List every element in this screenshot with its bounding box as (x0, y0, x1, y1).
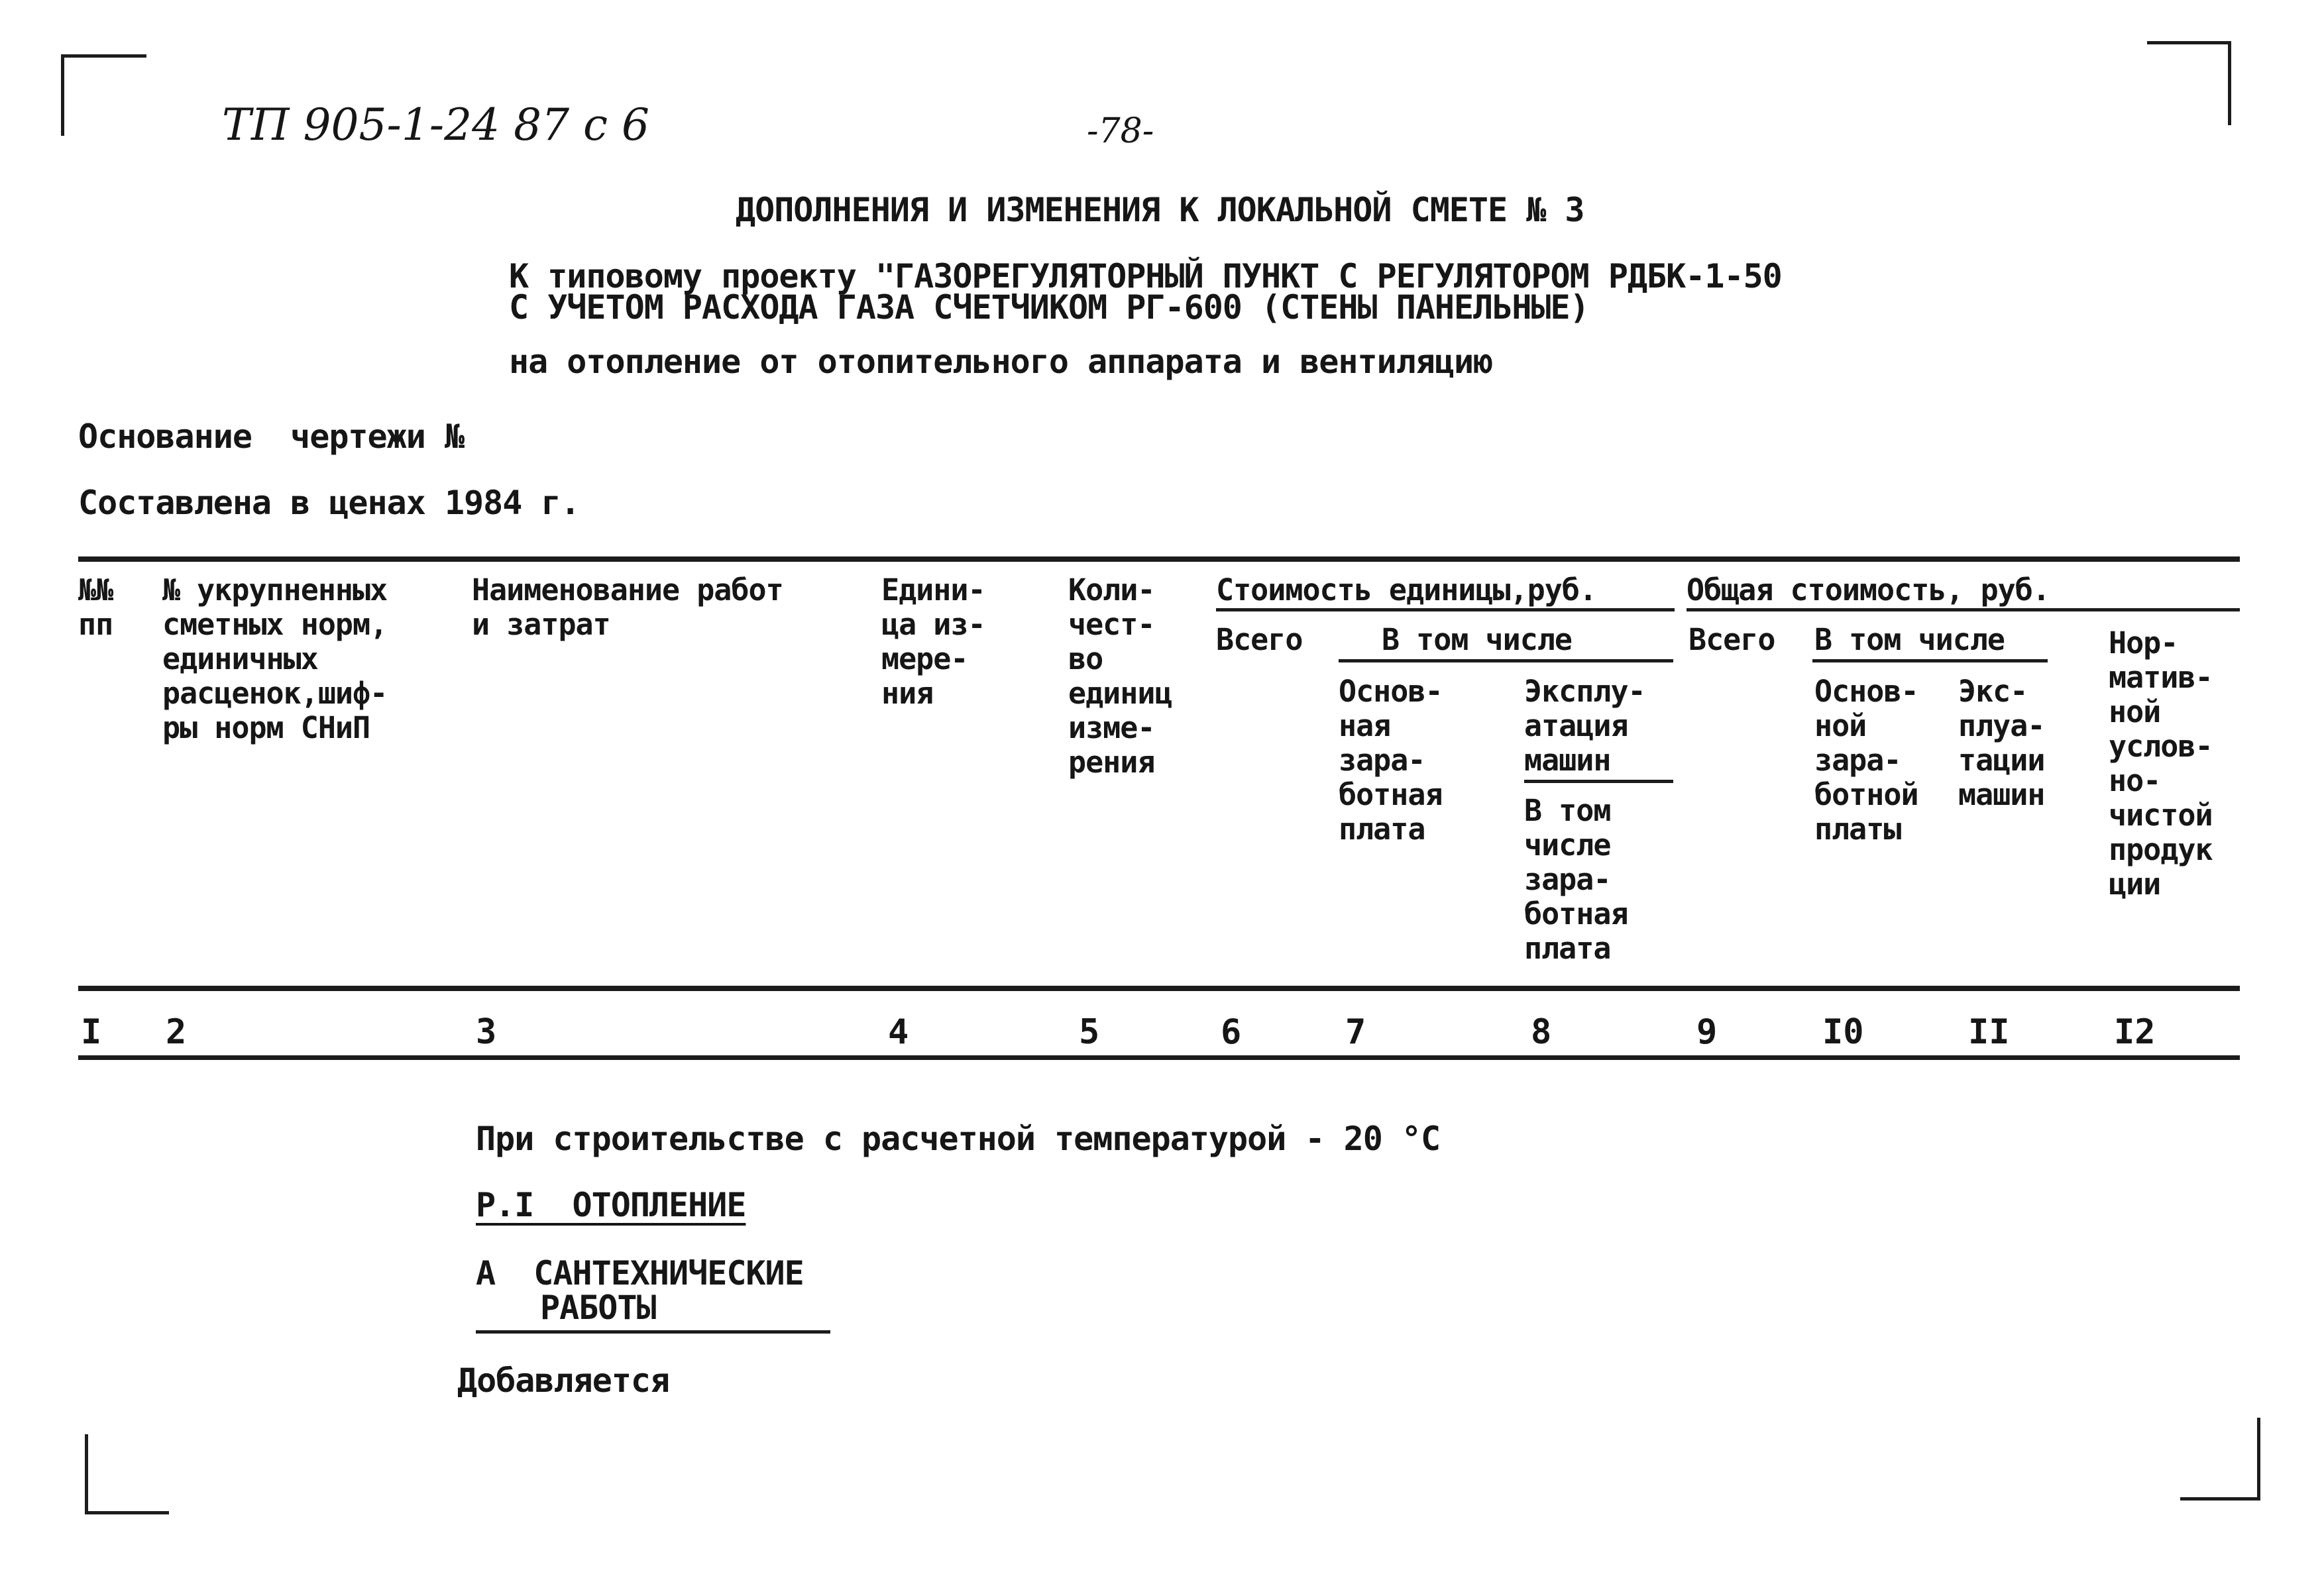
added-label: Добавляется (457, 1361, 670, 1400)
corner-mark-top-left (61, 54, 146, 136)
corner-mark-bottom-left (85, 1434, 169, 1514)
header-v-tom-chisle: В том числе (1382, 622, 1573, 657)
document-title: ДОПОЛНЕНИЯ И ИЗМЕНЕНИЯ К ЛОКАЛЬНОЙ СМЕТЕ № 3 (736, 191, 1584, 229)
column-number: 6 (1221, 1012, 1242, 1052)
unit-cost-group-rule (1216, 608, 1675, 611)
header-osnovnoy-2: Основ- ной зара- ботной платы (1814, 674, 1918, 847)
header-unit-cost-group: Стоимость единицы,руб. (1216, 572, 1597, 607)
column-number: 3 (476, 1012, 497, 1052)
column-number: I0 (1822, 1012, 1864, 1052)
header-osnovnaya: Основ- ная зара- ботная плата (1339, 674, 1443, 847)
subtitle-note: на отопление от отопительного аппарата и вентиляцию (509, 342, 1493, 381)
v-tom-chisle-rule (1339, 659, 1673, 662)
column-number: 2 (166, 1012, 187, 1052)
header-bottom-rule (78, 986, 2240, 991)
header-ekspl-2: Экс- плуа- тации машин (1958, 674, 2045, 812)
header-total-cost-group: Общая стоимость, руб. (1687, 572, 2050, 607)
column-number: 7 (1345, 1012, 1366, 1052)
header-vsego-2: Всего (1688, 622, 1775, 657)
section-heading: Р.I ОТОПЛЕНИЕ (476, 1186, 746, 1224)
total-cost-group-rule (1687, 608, 2240, 611)
header-col-1: №№ пп (78, 572, 113, 642)
page-mark: -78- (1087, 111, 1154, 151)
temperature-note: При строительстве с расчетной температурой - 20 °С (476, 1120, 1441, 1158)
column-numbers-rule (78, 1055, 2240, 1060)
corner-mark-top-right (2147, 41, 2231, 125)
column-number: 9 (1696, 1012, 1718, 1052)
column-number: I (81, 1012, 102, 1052)
header-v-tom-chisle-2: В том числе (1814, 622, 2005, 657)
column-number: I2 (2114, 1012, 2156, 1052)
subsection-heading-line-1: А САНТЕХНИЧЕСКИЕ (476, 1254, 804, 1292)
header-vsego: Всего (1216, 622, 1303, 657)
ekspl-rule (1524, 780, 1673, 783)
doc-number: ТП 905-1-24 87 с 6 (222, 99, 649, 150)
header-ekspl: Эксплу- атация машин (1524, 674, 1645, 778)
header-ekspl-sub: В том числе зара- ботная плата (1524, 793, 1628, 966)
header-col-4: Едини- ца из- мере- ния (881, 572, 985, 711)
subsection-heading-line-2: РАБОТЫ (540, 1289, 656, 1327)
header-normativ: Нор- матив- ной услов- но- чистой продук ции (2109, 625, 2213, 902)
column-number: 4 (888, 1012, 909, 1052)
prices-label: Составлена в ценах 1984 г. (78, 484, 580, 522)
corner-mark-bottom-right (2180, 1418, 2260, 1501)
header-col-2: № укрупненных сметных норм, единичных расценок,шиф- ры норм СНиП (162, 572, 388, 745)
subsection-underline (476, 1330, 830, 1334)
header-col-5: Коли- чест- во единиц изме- рения (1068, 572, 1172, 780)
table-top-rule (78, 556, 2240, 562)
subtitle-line-2: С УЧЕТОМ РАСХОДА ГАЗА СЧЕТЧИКОМ РГ-600 (СТЕНЫ ПАНЕЛЬНЫЕ) (509, 288, 1589, 327)
subtitle-line-1: К типовому проекту "ГАЗОРЕГУЛЯТОРНЫЙ ПУНКТ С РЕГУЛЯТОРОМ РДБК-1-50 (509, 257, 1782, 295)
column-number: 5 (1079, 1012, 1100, 1052)
column-number: 8 (1531, 1012, 1552, 1052)
v-tom-chisle2-rule (1812, 659, 2048, 662)
header-col-3: Наименование работ и затрат (472, 572, 783, 642)
column-number: II (1968, 1012, 2010, 1052)
basis-label: Основание чертежи № (78, 417, 465, 456)
